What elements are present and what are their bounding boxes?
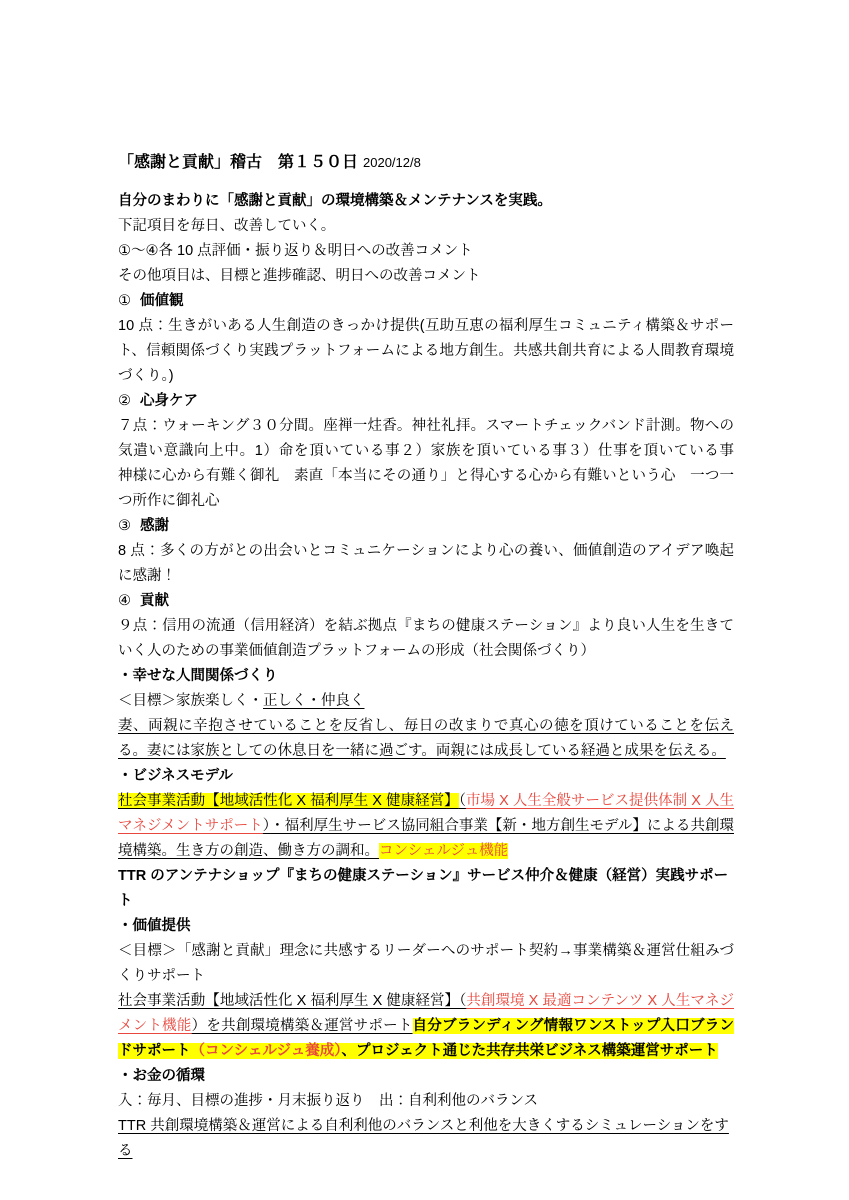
happy-relations-detail-text: 妻、両親に辛抱させていることを反省し、毎日の改まりで真心の徳を頂けていることを伝える。妻には家族としての休息日を一緒に過ごす。両親には成長している経過と成果を伝える。 [118, 718, 734, 759]
vo-highlight-bold-2: 、プロジェクト通じた共存共栄ビジネス構築運営サポート [341, 1043, 718, 1059]
section-title-3: 感謝 [140, 518, 169, 534]
intro-line-2: ①〜④各 10 点評価・振り返り＆明日への改善コメント [118, 243, 473, 259]
business-model-heading: ・ビジネスモデル [118, 768, 233, 784]
section-title-2: 心身ケア [140, 393, 198, 409]
ttr-antenna-shop-line: TTR のアンテナショップ『まちの健康ステーション』サービス仲介＆健康（経営）実践サポート [118, 868, 729, 909]
section-title-4: 貢献 [140, 593, 169, 609]
section-heading-4 [118, 589, 734, 614]
title-date: 2020/12/8 [363, 155, 421, 170]
vo-highlight-red: （コンシェルジュ養成） [190, 1043, 342, 1059]
value-offer-goal: ＜目標＞「感謝と貢献」理念に共感するリーダーへのサポート契約→事業構築＆運営仕組みづくりサポート [118, 943, 734, 984]
bm-red-segment: 市場 X 人生全般サービス提供体制 X 人生マネジメントサポート [118, 793, 734, 834]
happy-relations-heading: ・幸せな人間関係づくり [118, 668, 278, 684]
intro-line-3: その他項目は、目標と進捗確認、明日への改善コメント [118, 268, 481, 284]
section-body-4: ９点：信用の流通（信用経済）を結ぶ拠点『まちの健康ステーション』より良い人生を生きていく人のための事業価値創造プラットフォームの形成（社会関係づくり） [118, 618, 734, 659]
goal-underlined: 正しく・仲良く [263, 693, 365, 709]
vo-red-segment: 共創環境 X 最適コンテンツ X 人生マネジメント機能 [118, 993, 734, 1034]
bm-highlight-segment: 社会事業活動【地域活性化 X 福利厚生 X 健康経営】 [118, 793, 459, 809]
value-offer-heading: ・価値提供 [118, 918, 191, 934]
bm-concierge-highlight: コンシェルジュ機能 [379, 843, 509, 859]
money-flow-line-2-text: TTR 共創環境構築＆運営による自利利他のバランスと利他を大きくするシミュレーションをする [118, 1118, 729, 1159]
value-offer-body [118, 989, 734, 1064]
section-title-1: 価値観 [140, 293, 184, 309]
section-mark-4: ④ [118, 593, 131, 609]
title-text: 「感謝と貢献」稽古 第１５０日 [118, 154, 359, 171]
section-heading-3 [118, 514, 734, 539]
happy-relations-detail [118, 714, 734, 764]
money-flow-line-2 [118, 1114, 734, 1164]
bm-paren-open: （ [458, 793, 466, 809]
section-mark-2: ② [118, 393, 131, 409]
section-body-1: 10 点：生きがいある人生創造のきっかけ提供(互助互恵の福利厚生コミュニティ構築＆サポート、信頼関係づくり実践プラットフォームによる地方創生。共感共創共育による人間教育環境づくり。) [118, 318, 734, 384]
goal-prefix: ＜目標＞家族楽しく・ [118, 693, 263, 709]
money-flow-heading: ・お金の循環 [118, 1068, 205, 1084]
bm-paren-close: ） [262, 818, 271, 834]
bm-plain-segment: ・福利厚生サービス協同組合事業【新・地方創生モデル】による共創環境構築。生き方の創造、働き方の調和。 [118, 818, 734, 859]
intro-heading: 自分のまわりに「感謝と貢献」の環境構築＆メンテナンスを実践。 [118, 193, 552, 209]
section-heading-1 [118, 289, 734, 314]
vo-highlight-bold-1: 自分ブランディング情報ワンストップ入口ブランドサポート [118, 1018, 734, 1059]
section-heading-2 [118, 389, 734, 414]
business-model-body [118, 789, 734, 864]
intro-line-1: 下記項目を毎日、改善していく。 [118, 218, 336, 234]
section-mark-1: ① [118, 293, 131, 309]
vo-plain-segment-2: ）を共創環境構築＆運営サポート [191, 1018, 413, 1034]
money-flow-line-1: 入：毎月、目標の進捗・月末振り返り 出：自利利他のバランス [118, 1093, 539, 1109]
document-body [118, 150, 749, 1164]
page-title [118, 150, 734, 176]
section-body-3: 8 点：多くの方がとの出会いとコミュニケーションにより心の養い、価値創造のアイデア喚起に感謝！ [118, 543, 734, 584]
section-body-2: ７点：ウォーキング３０分間。座禅一炷香。神社礼拝。スマートチェックバンド計測。物への気遣い意識向上中。1）命を頂いている事２）家族を頂いている事３）仕事を頂いている事 神様に心から有難く御礼 素直「本当にその通り」と得心する心から有難いという心 一つ一つ所作に御礼心 [118, 418, 749, 509]
happy-relations-goal [118, 689, 734, 714]
section-mark-3: ③ [118, 518, 131, 534]
vo-plain-segment-1: 社会事業活動【地域活性化 X 福利厚生 X 健康経営】（ [118, 993, 467, 1009]
